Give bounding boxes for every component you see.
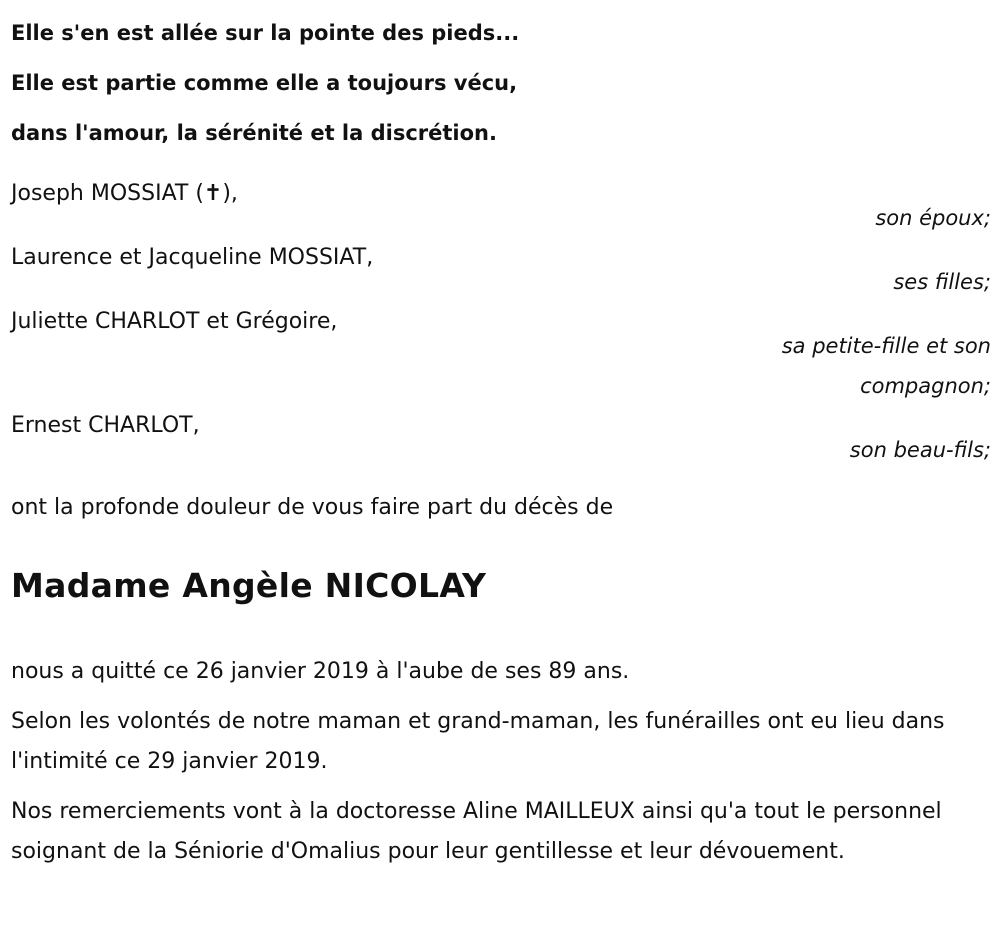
- family-member-name: Laurence et Jacqueline MOSSIAT,: [11, 245, 374, 270]
- family-list: [11, 174, 991, 470]
- family-member-name: Juliette CHARLOT et Grégoire,: [11, 309, 338, 334]
- family-member: [11, 302, 991, 406]
- announcement-text: ont la profonde douleur de vous faire part du décès de: [11, 495, 614, 520]
- deceased-name: Madame Angèle NICOLAY: [11, 566, 487, 605]
- family-member: [11, 238, 991, 302]
- family-member-role: son beau-fils;: [849, 438, 991, 462]
- notice-paragraph: nous a quitté ce 26 janvier 2019 à l'aube de ses 89 ans.: [11, 659, 630, 684]
- family-member-role: son époux;: [875, 206, 991, 230]
- quote-line: Elle est partie comme elle a toujours vécu,: [11, 71, 518, 95]
- notice-paragraph: Nos remerciements vont à la doctoresse Aline MAILLEUX ainsi qu'a tout le personnel soignant de la Séniorie d'Omalius pour leur gentillesse et leur dévouement.: [11, 799, 942, 864]
- opening-quote: [11, 0, 991, 158]
- family-member: [11, 406, 991, 470]
- family-member-role: ses filles;: [893, 270, 991, 294]
- notice-paragraph: Selon les volontés de notre maman et grand-maman, les funérailles ont eu lieu dans l'intimité ce 29 janvier 2019.: [11, 709, 945, 774]
- family-member-name: Ernest CHARLOT,: [11, 413, 200, 438]
- notice-body: [11, 652, 991, 872]
- family-member-role: sa petite-fille et son compagnon;: [781, 334, 991, 398]
- obituary-notice: [11, 0, 991, 882]
- family-member: [11, 174, 991, 238]
- quote-line: dans l'amour, la sérénité et la discrétion.: [11, 121, 497, 145]
- family-member-name: Joseph MOSSIAT (✝),: [11, 181, 238, 206]
- quote-line: Elle s'en est allée sur la pointe des pieds...: [11, 21, 520, 45]
